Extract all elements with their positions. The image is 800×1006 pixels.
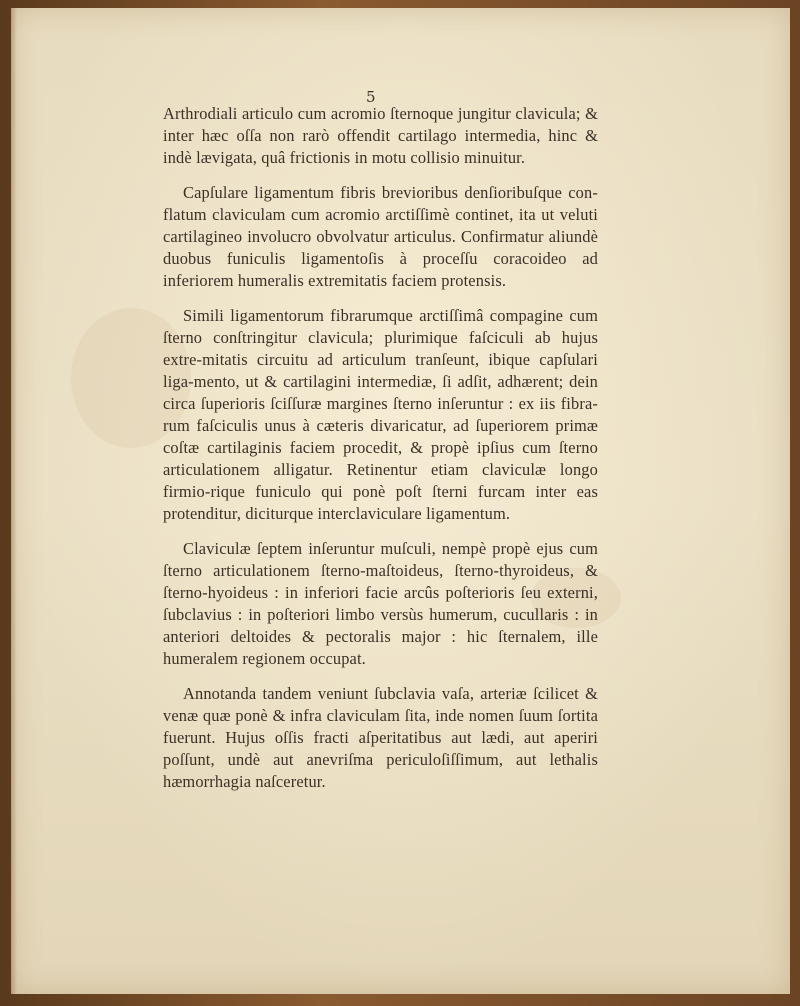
paragraph-1: Arthrodiali articulo cum acromio ſternoque jungitur clavicula; & inter hæc oſſa non rarò offendit cartilago intermedia, hinc & indè lævigata, quâ frictionis in motu collisio minuitur. [163,104,598,167]
paragraph-3: Simili ligamentorum fibrarumque arctiſſimâ compagine cum ſterno conſtringitur clavicula; plurimique faſciculi ab hujus extre-mitatis circuitu ad articulum tranſeunt, ibique capſulari liga-mento, ut & cartilagini intermediæ, ſi adſit, adhærent; dein circa ſuperioris ſciſſuræ margines ſterno inſeruntur : ex iis fibra-rum faſciculis unus à cæteris divaricatur, ad ſuperiorem primæ coſtæ cartilaginis faciem procedit, & propè ipſius cum ſterno articulationem alligatur. Retinentur etiam claviculæ longo firmio-rique funiculo qui ponè poſt ſterni furcam inter eas protenditur, diciturque interclaviculare ligamentum. [163,306,598,523]
paragraph-4: Claviculæ ſeptem inſeruntur muſculi, nempè propè ejus cum ſterno articulationem ſterno-maſtoideus, ſterno-thyroideus, & ſterno-hyoideus : in inferiori facie arcûs poſterioris ſeu externi, ſubclavius : in poſteriori limbo versùs humerum, cucullaris : in anteriori deltoides & pectoralis major : hic ſternalem, ille humeralem regionem occupat. [163,539,598,668]
book-page [11,8,790,994]
paragraph-2: Capſulare ligamentum fibris brevioribus denſioribuſque con-flatum claviculam cum acromio arctiſſimè continet, ita ut veluti cartilagineo involucro obvolvatur articulus. Confirmatur aliundè duobus funiculis ligamentoſis à proceſſu coracoideo ad inferiorem humeralis extremitatis faciem protensis. [163,183,598,290]
body-text [163,103,598,806]
page-number: 5 [366,88,376,106]
paragraph-5: Annotanda tandem veniunt ſubclavia vaſa, arteriæ ſcilicet & venæ quæ ponè & infra claviculam ſita, inde nomen ſuum ſortita fuerunt. Hujus oſſis fracti aſperitatibus aut lædi, aut aperiri poſſunt, undè aut anevriſma periculoſiſſimum, aut lethalis hæmorrhagia naſceretur. [163,684,598,791]
